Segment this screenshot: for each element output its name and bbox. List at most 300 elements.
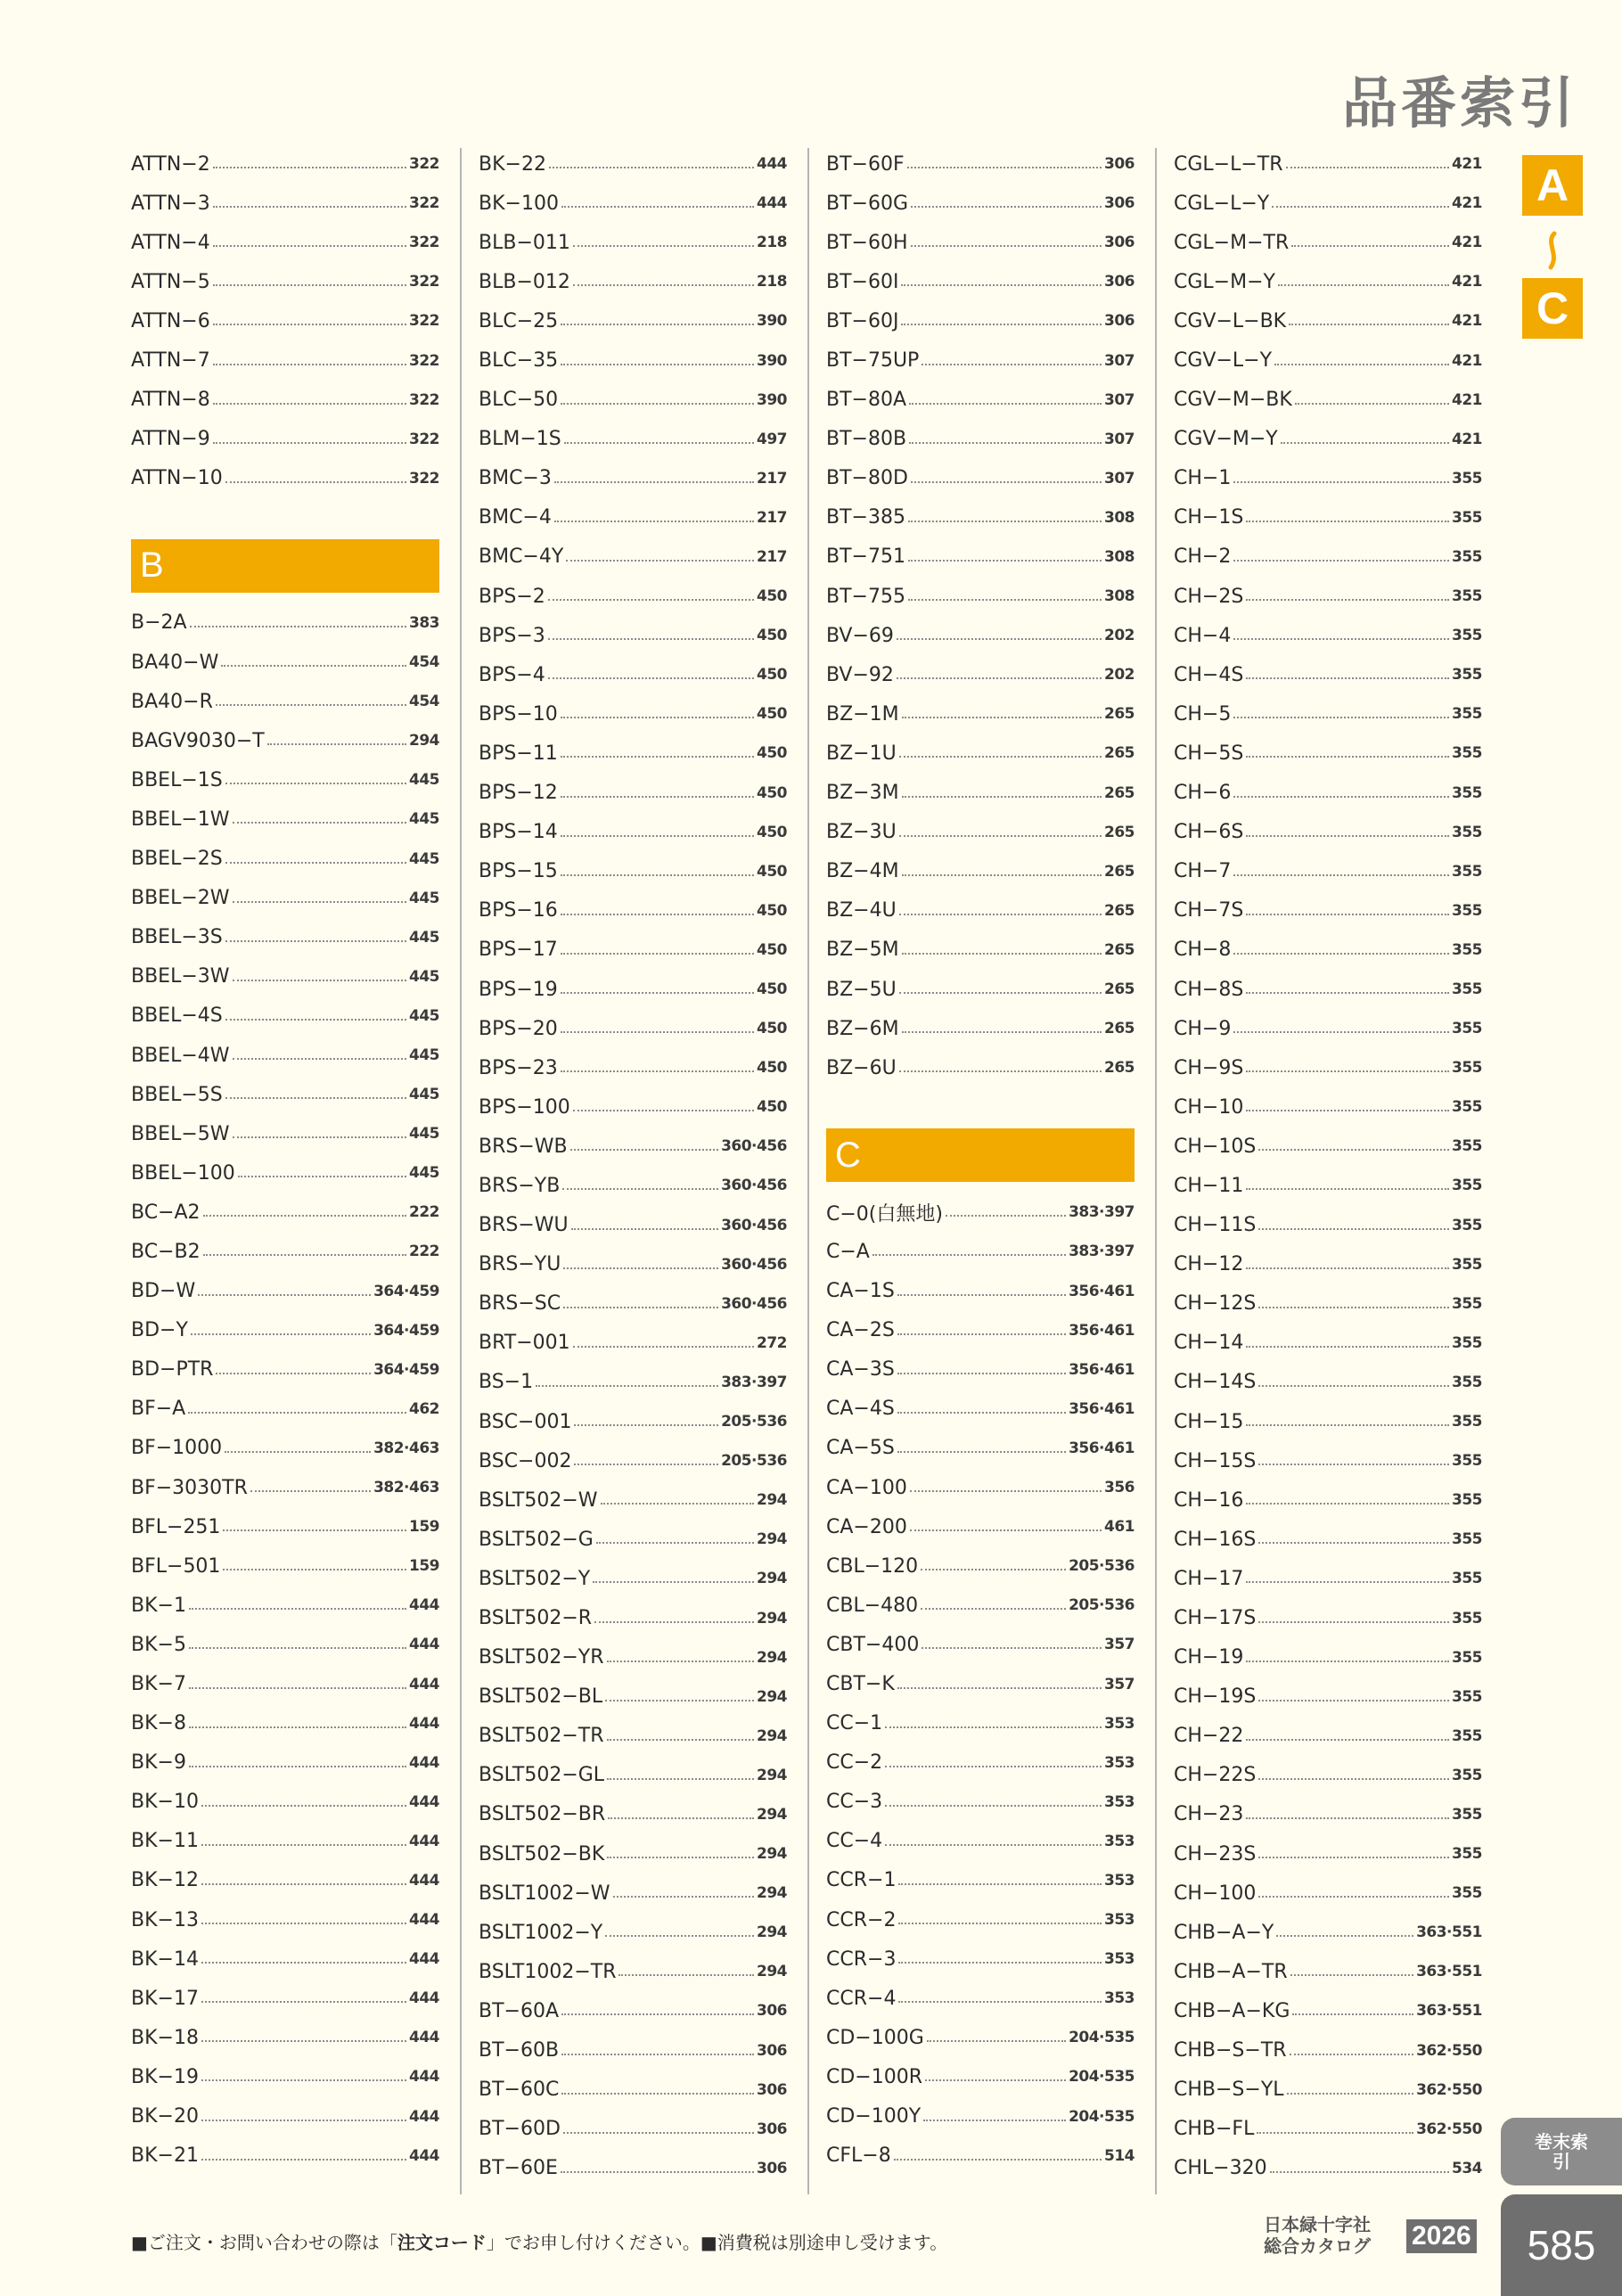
index-entry[interactable]: [479, 1795, 787, 1834]
index-entry[interactable]: [826, 694, 1135, 734]
dot-leader: [1246, 1728, 1449, 1741]
index-entry[interactable]: [479, 1598, 787, 1637]
index-entry[interactable]: [131, 184, 439, 223]
product-code: BZ−6M: [826, 1017, 899, 1040]
index-entry[interactable]: [479, 1441, 787, 1480]
index-entry[interactable]: [479, 537, 787, 577]
index-entry[interactable]: [131, 2018, 439, 2057]
index-entry[interactable]: [479, 1127, 787, 1166]
index-entry[interactable]: [479, 1009, 787, 1048]
index-entry[interactable]: [479, 2031, 787, 2070]
index-entry[interactable]: [131, 1704, 439, 1743]
index-entry[interactable]: [131, 1664, 439, 1703]
index-entry[interactable]: [479, 420, 787, 459]
index-entry[interactable]: [826, 1429, 1135, 1468]
index-entry[interactable]: [1174, 301, 1482, 340]
product-code: CA−200: [826, 1515, 907, 1538]
product-code: CH−7S: [1174, 899, 1244, 922]
page-reference: 421: [1452, 390, 1482, 409]
dot-leader: [213, 431, 406, 444]
index-entry[interactable]: [131, 603, 439, 643]
index-entry[interactable]: [479, 1363, 787, 1402]
dot-leader: [1258, 1218, 1449, 1230]
index-entry[interactable]: [479, 734, 787, 773]
product-code: CH−6: [1174, 782, 1232, 805]
product-code: BPS−16: [479, 899, 558, 922]
index-entry[interactable]: [1174, 813, 1482, 852]
product-code: BMC−4: [479, 506, 552, 529]
index-entry[interactable]: [479, 1913, 787, 1952]
page-reference: 444: [409, 1871, 439, 1890]
dot-leader: [561, 981, 754, 994]
index-entry[interactable]: [131, 2097, 439, 2136]
index-entry[interactable]: [1174, 1638, 1482, 1677]
product-code: CH−9S: [1174, 1056, 1244, 1079]
index-entry[interactable]: [826, 970, 1135, 1009]
index-entry[interactable]: [826, 931, 1135, 970]
page-reference: 364·459: [373, 1321, 439, 1340]
index-entry[interactable]: [826, 340, 1135, 380]
index-entry[interactable]: [131, 1232, 439, 1271]
index-entry[interactable]: [479, 891, 787, 931]
page-reference: 322: [409, 194, 439, 213]
index-entry[interactable]: [826, 1272, 1135, 1311]
index-entry[interactable]: [131, 1075, 439, 1114]
index-entry[interactable]: [826, 1048, 1135, 1087]
index-entry[interactable]: [1174, 655, 1482, 694]
index-entry[interactable]: [131, 800, 439, 839]
page-reference: 362·550: [1416, 2041, 1482, 2060]
index-entry[interactable]: [131, 262, 439, 301]
index-entry[interactable]: [1174, 1677, 1482, 1717]
index-entry[interactable]: [479, 1991, 787, 2030]
index-entry[interactable]: [1174, 1795, 1482, 1834]
index-entry[interactable]: [1174, 774, 1482, 813]
dot-leader: [1233, 864, 1449, 876]
index-entry[interactable]: [131, 381, 439, 420]
index-entry[interactable]: [1174, 459, 1482, 498]
index-entry[interactable]: [479, 1874, 787, 1913]
product-code: BT−60J: [826, 309, 899, 332]
dot-leader: [894, 2148, 1102, 2161]
index-entry[interactable]: [1174, 1874, 1482, 1913]
dot-leader: [213, 353, 406, 365]
dot-leader: [573, 234, 754, 247]
index-entry[interactable]: [131, 1743, 439, 1783]
index-entry[interactable]: [1174, 1166, 1482, 1205]
page-reference: 322: [409, 469, 439, 488]
index-entry[interactable]: [479, 1245, 787, 1284]
product-code: CBT−K: [826, 1673, 895, 1696]
index-entry[interactable]: [1174, 970, 1482, 1009]
index-entry[interactable]: [826, 1193, 1135, 1232]
dot-leader: [613, 1885, 754, 1898]
index-entry[interactable]: [479, 1520, 787, 1559]
product-code: CH−2S: [1174, 585, 1244, 608]
index-tab-end[interactable]: C: [1522, 278, 1583, 339]
index-tab-start[interactable]: A: [1522, 155, 1583, 216]
index-entry[interactable]: [826, 1350, 1135, 1390]
index-entry[interactable]: [1174, 1480, 1482, 1520]
index-entry[interactable]: [479, 2149, 787, 2188]
index-entry[interactable]: [826, 223, 1135, 262]
index-entry[interactable]: [479, 1166, 787, 1205]
index-entry[interactable]: [826, 891, 1135, 931]
index-entry[interactable]: [826, 616, 1135, 655]
dot-leader: [1291, 234, 1449, 247]
index-entry[interactable]: [1174, 734, 1482, 773]
index-entry[interactable]: [1174, 1363, 1482, 1402]
index-entry[interactable]: [131, 1311, 439, 1350]
index-entry[interactable]: [826, 1704, 1135, 1743]
index-entry[interactable]: [131, 459, 439, 498]
index-entry[interactable]: [1174, 1991, 1482, 2030]
dot-leader: [201, 1833, 406, 1846]
index-entry[interactable]: [131, 1114, 439, 1153]
product-code: BLC−50: [479, 389, 559, 412]
index-entry[interactable]: [1174, 852, 1482, 891]
index-entry[interactable]: [479, 577, 787, 616]
index-entry[interactable]: [479, 1087, 787, 1127]
page-reference: 294: [757, 1884, 787, 1903]
product-code: BRS−YU: [479, 1253, 561, 1276]
product-code: CBL−480: [826, 1594, 919, 1617]
index-entry[interactable]: [826, 301, 1135, 340]
product-code: B−2A: [131, 611, 187, 635]
dot-leader: [574, 1453, 718, 1465]
dot-leader: [593, 1570, 754, 1583]
index-entry[interactable]: [1174, 1009, 1482, 1048]
index-entry[interactable]: [826, 1390, 1135, 1429]
dot-leader: [1258, 1138, 1449, 1151]
product-code: BT−60A: [479, 1999, 560, 2022]
index-entry[interactable]: [131, 840, 439, 879]
index-entry[interactable]: [131, 2136, 439, 2176]
index-entry[interactable]: [826, 2018, 1135, 2057]
index-entry[interactable]: [1174, 1441, 1482, 1480]
index-entry[interactable]: [131, 1625, 439, 1664]
index-entry[interactable]: [1174, 1245, 1482, 1284]
index-entry[interactable]: [131, 918, 439, 957]
dot-leader: [902, 942, 1102, 955]
index-entry[interactable]: [479, 301, 787, 340]
dot-leader: [216, 1362, 371, 1374]
product-code: CD−100R: [826, 2065, 923, 2088]
product-code: CHB−A−Y: [1174, 1921, 1274, 1944]
page-reference: 294: [757, 1687, 787, 1706]
index-entry[interactable]: [1174, 381, 1482, 420]
index-entry[interactable]: [131, 879, 439, 918]
index-entry[interactable]: [826, 774, 1135, 813]
index-entry[interactable]: [479, 381, 787, 420]
index-entry[interactable]: [826, 420, 1135, 459]
index-entry[interactable]: [826, 1009, 1135, 1048]
product-code: CC−3: [826, 1791, 883, 1814]
index-entry[interactable]: [479, 1480, 787, 1520]
index-entry[interactable]: [479, 931, 787, 970]
index-entry[interactable]: [131, 1390, 439, 1429]
index-entry[interactable]: [1174, 931, 1482, 970]
index-entry[interactable]: [1174, 1402, 1482, 1441]
index-entry[interactable]: [826, 577, 1135, 616]
page-reference: 294: [757, 1923, 787, 1942]
index-entry[interactable]: [826, 655, 1135, 694]
product-code: BS−1: [479, 1371, 534, 1394]
index-entry[interactable]: [479, 1952, 787, 1991]
index-entry[interactable]: [1174, 1284, 1482, 1324]
index-entry[interactable]: [479, 459, 787, 498]
index-entry[interactable]: [479, 1559, 787, 1598]
footer-note-order-code: 注文コード: [397, 2232, 487, 2253]
product-code: CA−1S: [826, 1280, 895, 1303]
index-entry[interactable]: [1174, 694, 1482, 734]
index-entry[interactable]: [131, 996, 439, 1036]
page-reference: 355: [1452, 1413, 1482, 1431]
dot-leader: [189, 1677, 406, 1689]
index-entry[interactable]: [131, 1822, 439, 1861]
index-entry[interactable]: [1174, 1206, 1482, 1245]
section-letter: C: [835, 1135, 861, 1175]
product-code: BK−13: [131, 1908, 199, 1931]
index-entry[interactable]: [1174, 1559, 1482, 1598]
index-entry[interactable]: [479, 2070, 787, 2110]
index-entry[interactable]: [131, 643, 439, 682]
index-entry[interactable]: [479, 852, 787, 891]
index-entry[interactable]: [826, 1507, 1135, 1546]
index-entry[interactable]: [1174, 577, 1482, 616]
dot-leader: [573, 1335, 754, 1348]
index-entry[interactable]: [826, 1743, 1135, 1783]
product-code: CGV−L−Y: [1174, 349, 1273, 373]
index-entry[interactable]: [1174, 144, 1482, 184]
index-entry[interactable]: [131, 301, 439, 340]
index-entry[interactable]: [131, 1036, 439, 1075]
product-code: CC−4: [826, 1830, 883, 1853]
dot-leader: [561, 745, 754, 758]
page-reference: 272: [757, 1333, 787, 1352]
page-reference: 390: [757, 312, 787, 331]
index-entry[interactable]: [1174, 184, 1482, 223]
index-entry[interactable]: [479, 1677, 787, 1717]
index-entry[interactable]: [1174, 1048, 1482, 1087]
index-entry[interactable]: [1174, 537, 1482, 577]
index-entry[interactable]: [131, 1546, 439, 1586]
index-entry[interactable]: [131, 340, 439, 380]
index-entry[interactable]: [826, 1546, 1135, 1586]
page-reference: 294: [757, 1491, 787, 1510]
index-entry[interactable]: [1174, 1520, 1482, 1559]
index-entry[interactable]: [826, 1586, 1135, 1625]
index-entry[interactable]: [479, 144, 787, 184]
index-entry[interactable]: [131, 223, 439, 262]
index-entry[interactable]: [131, 1429, 439, 1468]
index-entry[interactable]: [1174, 223, 1482, 262]
page-reference: 357: [1104, 1636, 1135, 1654]
index-entry[interactable]: [826, 2136, 1135, 2176]
index-entry[interactable]: [479, 1324, 787, 1363]
index-entry[interactable]: [131, 144, 439, 184]
page-reference: 294: [757, 1845, 787, 1864]
dot-leader: [1246, 745, 1449, 758]
index-entry[interactable]: [826, 498, 1135, 537]
index-entry[interactable]: [131, 1979, 439, 2018]
dot-leader: [897, 1677, 1102, 1689]
index-entry[interactable]: [1174, 1087, 1482, 1127]
index-entry[interactable]: [1174, 1913, 1482, 1952]
index-entry[interactable]: [826, 1468, 1135, 1507]
index-entry[interactable]: [479, 1834, 787, 1874]
index-entry[interactable]: [479, 616, 787, 655]
page-reference: 444: [409, 1636, 439, 1654]
index-entry[interactable]: [826, 2057, 1135, 2096]
index-entry[interactable]: [826, 1939, 1135, 1979]
dot-leader: [1278, 274, 1449, 286]
index-entry[interactable]: [479, 694, 787, 734]
index-entry[interactable]: [479, 970, 787, 1009]
dot-leader: [201, 2148, 406, 2161]
page-reference: 450: [757, 705, 787, 724]
index-entry[interactable]: [479, 1284, 787, 1324]
index-entry[interactable]: [826, 1822, 1135, 1861]
index-entry[interactable]: [131, 1272, 439, 1311]
index-entry[interactable]: [826, 2097, 1135, 2136]
index-entry[interactable]: [131, 1939, 439, 1979]
index-entry[interactable]: [1174, 1717, 1482, 1756]
index-entry[interactable]: [1174, 262, 1482, 301]
product-code: BD−PTR: [131, 1358, 214, 1382]
index-entry[interactable]: [1174, 1756, 1482, 1795]
index-entry[interactable]: [1174, 1598, 1482, 1637]
index-entry[interactable]: [479, 223, 787, 262]
index-entry[interactable]: [1174, 420, 1482, 459]
index-entry[interactable]: [131, 1900, 439, 1939]
index-entry[interactable]: [131, 1861, 439, 1900]
page-reference: 444: [409, 1989, 439, 2008]
dot-leader: [563, 1296, 718, 1308]
index-entry[interactable]: [479, 184, 787, 223]
index-entry[interactable]: [479, 2110, 787, 2149]
index-entry[interactable]: [826, 1861, 1135, 1900]
index-entry[interactable]: [479, 655, 787, 694]
index-entry[interactable]: [131, 1507, 439, 1546]
index-entry[interactable]: [479, 1756, 787, 1795]
index-entry[interactable]: [131, 420, 439, 459]
index-entry[interactable]: [826, 144, 1135, 184]
page-reference: 355: [1452, 823, 1482, 841]
index-entry[interactable]: [826, 184, 1135, 223]
product-code: BPS−23: [479, 1056, 558, 1079]
index-entry[interactable]: [131, 721, 439, 760]
index-entry[interactable]: [826, 381, 1135, 420]
dot-leader: [897, 1440, 1066, 1453]
index-entry[interactable]: [131, 1193, 439, 1232]
index-entry[interactable]: [131, 1586, 439, 1625]
index-entry[interactable]: [826, 1900, 1135, 1939]
index-entry[interactable]: [1174, 2149, 1482, 2188]
dot-leader: [223, 1519, 406, 1531]
index-entry[interactable]: [826, 537, 1135, 577]
page-reference: 205·536: [721, 1413, 787, 1431]
index-entry[interactable]: [826, 1625, 1135, 1664]
page-reference: 355: [1452, 1766, 1482, 1784]
index-entry[interactable]: [479, 1402, 787, 1441]
index-entry[interactable]: [826, 1783, 1135, 1822]
index-entry[interactable]: [1174, 1834, 1482, 1874]
dot-leader: [1270, 2161, 1449, 2173]
index-entry[interactable]: [131, 682, 439, 721]
index-entry[interactable]: [1174, 340, 1482, 380]
index-entry[interactable]: [826, 459, 1135, 498]
product-code: CH−5: [1174, 702, 1232, 726]
page-reference: 355: [1452, 1884, 1482, 1903]
dot-leader: [189, 1755, 406, 1767]
index-entry[interactable]: [131, 957, 439, 996]
index-entry[interactable]: [826, 262, 1135, 301]
index-entry[interactable]: [826, 852, 1135, 891]
index-entry[interactable]: [826, 1311, 1135, 1350]
index-entry[interactable]: [1174, 1952, 1482, 1991]
index-entry[interactable]: [131, 1350, 439, 1390]
index-entry[interactable]: [479, 774, 787, 813]
index-entry[interactable]: [826, 1979, 1135, 2018]
index-entry[interactable]: [131, 2057, 439, 2096]
index-entry[interactable]: [1174, 1324, 1482, 1363]
dot-leader: [561, 864, 754, 876]
page-reference: 445: [409, 1006, 439, 1025]
dot-leader: [1246, 588, 1449, 601]
index-entry[interactable]: [479, 1638, 787, 1677]
index-entry[interactable]: [1174, 891, 1482, 931]
index-entry[interactable]: [1174, 498, 1482, 537]
product-code: BLB−011: [479, 231, 570, 254]
product-code: BBEL−2S: [131, 848, 223, 871]
index-entry[interactable]: [479, 340, 787, 380]
index-entry[interactable]: [1174, 1127, 1482, 1166]
product-code: BK−18: [131, 2026, 199, 2049]
page-reference: 353: [1104, 1753, 1135, 1772]
index-entry[interactable]: [479, 498, 787, 537]
product-code: BBEL−4S: [131, 1004, 223, 1028]
index-entry[interactable]: [131, 760, 439, 800]
dot-leader: [921, 1558, 1066, 1570]
index-entry[interactable]: [1174, 2110, 1482, 2149]
index-entry[interactable]: [131, 1468, 439, 1507]
product-code: CCR−4: [826, 1987, 897, 2010]
dot-leader: [225, 851, 406, 864]
appendix-index-tab[interactable]: [1501, 2118, 1622, 2185]
index-entry[interactable]: [479, 1717, 787, 1756]
index-entry[interactable]: [826, 813, 1135, 852]
index-entry[interactable]: [131, 1783, 439, 1822]
dot-leader: [1246, 1492, 1449, 1505]
page-reference: 390: [757, 351, 787, 370]
page-reference: 445: [409, 1125, 439, 1144]
dot-leader: [561, 2082, 754, 2095]
page-reference: 450: [757, 823, 787, 841]
index-entry[interactable]: [826, 1232, 1135, 1271]
index-entry[interactable]: [131, 1153, 439, 1193]
index-entry[interactable]: [479, 262, 787, 301]
index-entry[interactable]: [479, 813, 787, 852]
index-entry[interactable]: [479, 1206, 787, 1245]
index-entry[interactable]: [1174, 2070, 1482, 2110]
index-entry[interactable]: [826, 1664, 1135, 1703]
index-entry[interactable]: [1174, 616, 1482, 655]
index-entry[interactable]: [479, 1048, 787, 1087]
dot-leader: [213, 234, 406, 247]
index-entry[interactable]: [826, 734, 1135, 773]
index-entry[interactable]: [1174, 2031, 1482, 2070]
